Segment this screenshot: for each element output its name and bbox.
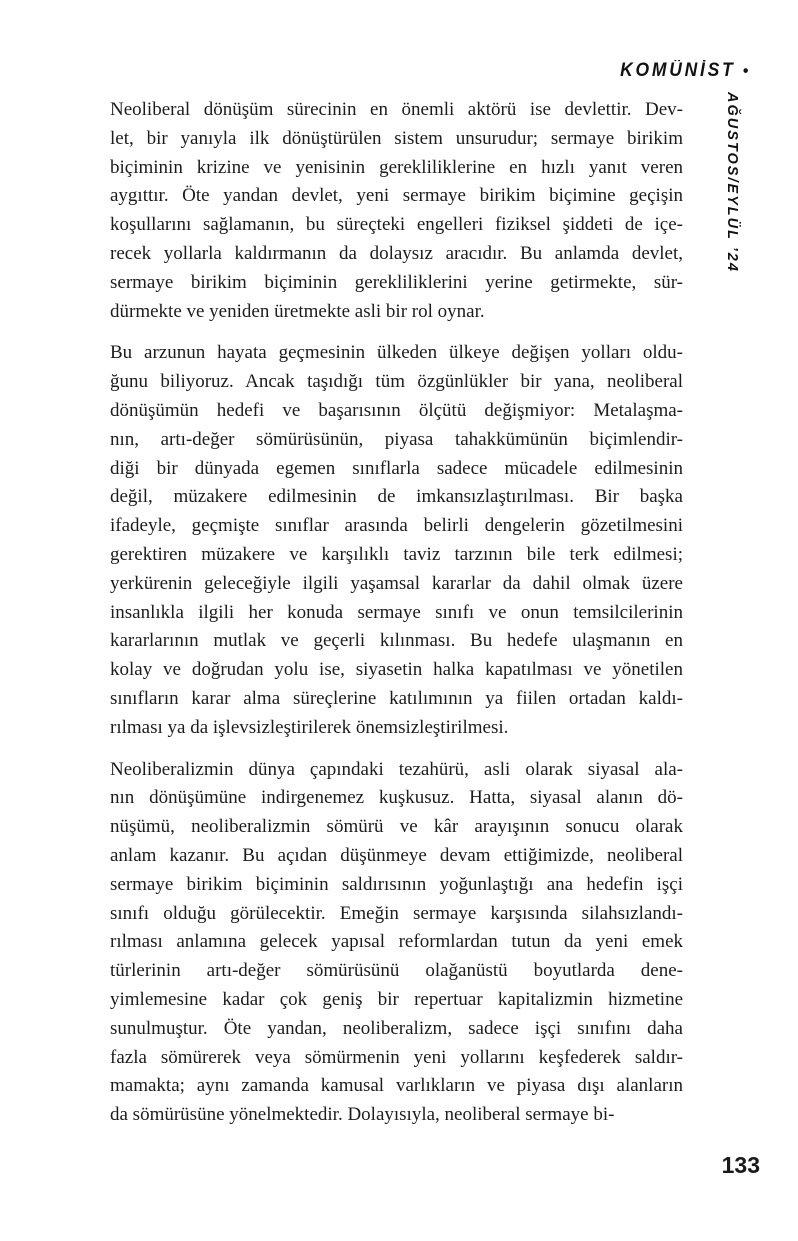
paragraph (110, 756, 683, 1130)
text-line: mamakta; aynı zamanda kamusal varlıkların ve piyasa dışı alanların (110, 1075, 683, 1097)
text-line: sınıfların karar alma süreçlerine katılımının ya fiilen ortadan kaldı- (110, 687, 683, 709)
text-line: diği bir dünyada egemen sınıflarla sadece mücadele edilmesinin (110, 457, 683, 479)
text-line: nüşümü, neoliberalizmin sömürü ve kâr arayışının sonucu olarak (110, 816, 683, 838)
text-line: Bu arzunun hayata geçmesinin ülkeden ülkeye değişen yolları oldu- (110, 342, 683, 364)
text-line: insanlıkla ilgili her konuda sermaye sınıfı ve onun temsilcilerinin (110, 601, 683, 623)
text-line: fazla sömürerek veya sömürmenin yeni yollarını keşfederek saldır- (110, 1046, 683, 1068)
text-line: sermaye birikim biçiminin saldırısının yoğunlaştığı ana hedefin işçi (110, 873, 683, 895)
text-line: türlerinin artı-değer sömürüsünü olağanüstü boyutlarda dene- (110, 960, 683, 982)
text-line: let, bir yanıyla ilk dönüştürülen sistem unsurudur; sermaye birikim (110, 127, 683, 149)
page-number: 133 (721, 1152, 760, 1178)
text-line: dönüşümün hedefi ve başarısının ölçütü değişmiyor: Metalaşma- (110, 399, 683, 421)
text-line: ğunu biliyoruz. Ancak taşıdığı tüm özgünlükler bir yana, neoliberal (110, 371, 683, 393)
text-line: nın, artı-değer sömürüsünün, piyasa tahakkümünün biçimlendir- (110, 428, 683, 450)
running-head (620, 60, 748, 82)
text-line: da sömürüsüne yönelmektedir. Dolayısıyla, neoliberal sermaye bi- (110, 1104, 615, 1126)
header-bullet-icon: • (742, 61, 748, 80)
text-line: gerektiren müzakere ve karşılıklı taviz tarzının bile terk edilmesi; (110, 543, 683, 565)
text-line: sunulmuştur. Öte yandan, neoliberalizm, sadece işçi sınıfını daha (110, 1017, 683, 1039)
text-line: değil, müzakere edilmesinin de imkansızlaştırılması. Bir başka (110, 486, 683, 508)
text-line: sermaye birikim biçiminin gerekliliklerini yerine getirmekte, sür- (110, 271, 683, 293)
text-line: kolay ve doğrudan yolu ise, siyasetin halka kapatılması ve yönetilen (110, 659, 683, 681)
article-body (110, 96, 683, 1143)
text-line: dürmekte ve yeniden üretmekte asli bir rol oynar. (110, 300, 485, 322)
text-line: aygıttır. Öte yandan devlet, yeni sermaye birikim biçimine geçişin (110, 185, 683, 207)
text-line: recek yollarla kaldırmanın da dolaysız aracıdır. Bu anlamda devlet, (110, 242, 683, 264)
text-line: yimlemesine kadar çok geniş bir repertuar kapitalizmin hizmetine (110, 988, 683, 1010)
text-line: ifadeyle, geçmişte sınıflar arasında belirli dengelerin gözetilmesini (110, 515, 683, 537)
paragraph (110, 339, 683, 742)
text-line: Neoliberalizmin dünya çapındaki tezahürü, asli olarak siyasal ala- (110, 758, 683, 780)
issue-date-vertical: AĞUSTOS/EYLÜL ’24 (724, 92, 740, 273)
text-line: nın dönüşümüne indirgenemez kuşkusuz. Hatta, siyasal alanın dö- (110, 787, 683, 809)
journal-title: KOMÜNİST (619, 60, 736, 81)
paragraph (110, 96, 683, 326)
text-line: Neoliberal dönüşüm sürecinin en önemli aktörü ise devlettir. Dev- (110, 99, 683, 120)
text-line: rılması anlamına gelecek yapısal reformlardan tutun da yeni emek (110, 931, 683, 953)
text-line: anlam kazanır. Bu açıdan düşünmeye devam ettiğimizde, neoliberal (110, 844, 683, 866)
text-line: biçiminin krizine ve yenisinin gerekliliklerine en hızlı yanıt veren (110, 156, 683, 178)
text-line: yerkürenin geleceğiyle ilgili yaşamsal kararlar da dahil olmak üzere (110, 572, 683, 594)
text-line: kararlarının mutlak ve geçerli kılınması. Bu hedefe ulaşmanın en (110, 630, 683, 652)
text-line: rılması ya da işlevsizleştirilerek önemsizleştirilmesi. (110, 716, 509, 738)
text-line: koşullarını sağlamanın, bu süreçteki engelleri fiziksel şiddeti de içe- (110, 214, 683, 236)
text-line: sınıfı olduğu görülecektir. Emeğin sermaye karşısında silahsızlandı- (110, 902, 683, 924)
